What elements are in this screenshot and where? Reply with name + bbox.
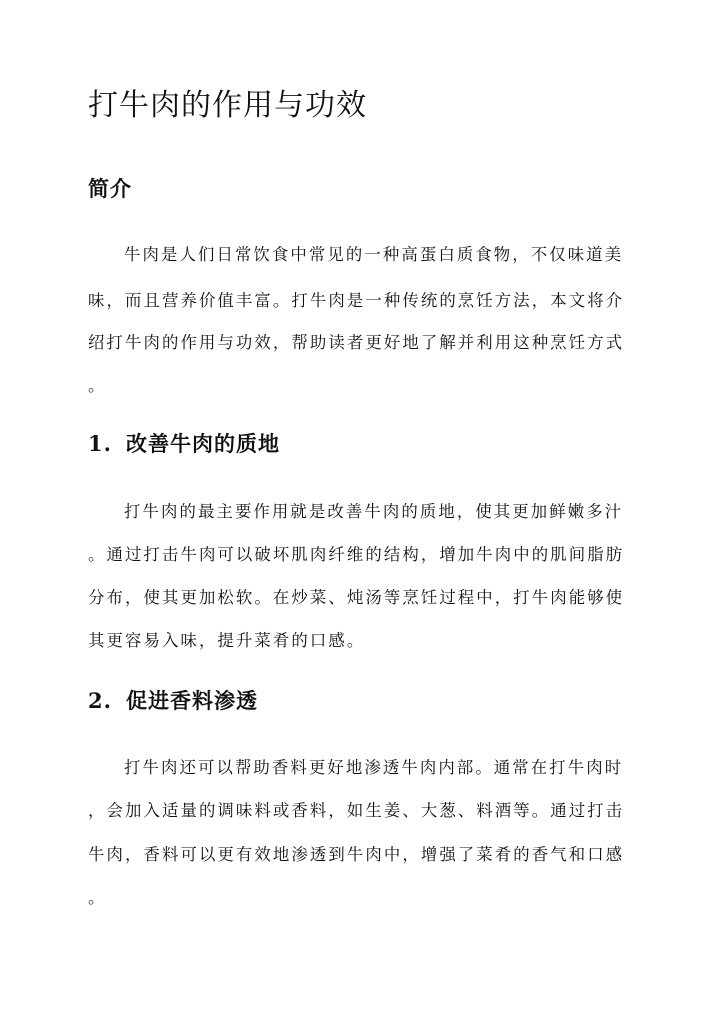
paragraph-line: 味，而且营养价值丰富。打牛肉是一种传统的烹饪方法，本文将介 <box>88 291 625 310</box>
paragraph-line: 牛肉是人们日常饮食中常见的一种高蛋白质食物，不仅味道美 <box>124 245 624 264</box>
paragraph-line: 。 <box>88 888 107 907</box>
paragraph-line: 打牛肉还可以帮助香料更好地渗透牛肉内部。通常在打牛肉时 <box>124 758 624 777</box>
paragraph-line: 其更容易入味，提升菜肴的口感。 <box>88 631 366 650</box>
paragraph-line: 绍打牛肉的作用与功效，帮助读者更好地了解并利用这种烹饪方式 <box>88 333 625 352</box>
section-number: 2. <box>88 688 112 713</box>
section-heading-spices <box>88 686 648 716</box>
document-title: 打牛肉的作用与功效 <box>88 88 367 123</box>
paragraph-line: 牛肉，香料可以更有效地渗透到牛肉中，增强了菜肴的香气和口感 <box>88 845 625 864</box>
section-heading-text: 促进香料渗透 <box>126 688 258 713</box>
paragraph-line: 。 <box>88 376 107 395</box>
paragraph-line: ，会加入适量的调味料或香料，如生姜、大葱、料酒等。通过打击 <box>88 801 625 820</box>
section-heading-texture <box>88 429 648 459</box>
section-number: 1. <box>88 431 112 456</box>
paragraph-line: 分布，使其更加松软。在炒菜、炖汤等烹饪过程中，打牛肉能够使 <box>88 588 625 607</box>
paragraph-line: 打牛肉的最主要作用就是改善牛肉的质地，使其更加鲜嫩多汁 <box>124 502 624 521</box>
section-heading-text: 简介 <box>88 176 132 201</box>
section-heading-intro <box>88 174 648 204</box>
section-heading-text: 改善牛肉的质地 <box>126 431 280 456</box>
paragraph-line: 。通过打击牛肉可以破坏肌肉纤维的结构，增加牛肉中的肌间脂肪 <box>88 545 625 564</box>
